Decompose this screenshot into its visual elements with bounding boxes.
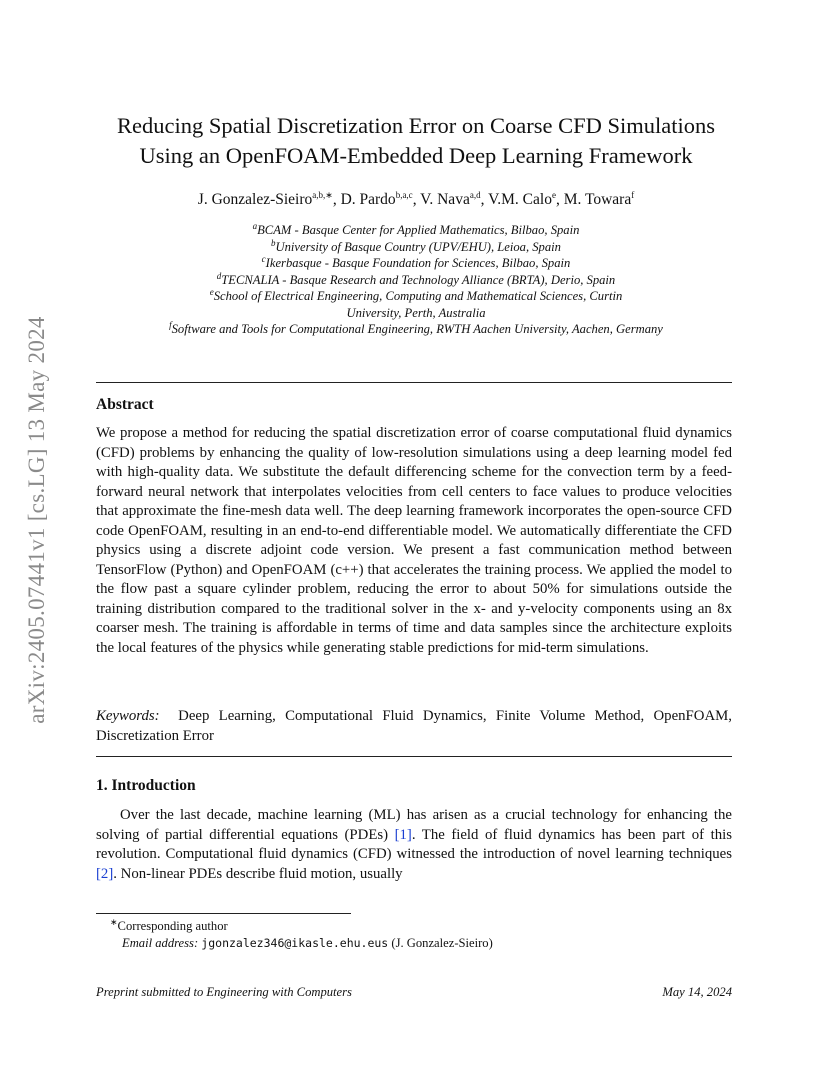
keywords [96, 707, 732, 746]
footnote [110, 918, 493, 952]
keywords-text: Deep Learning, Computational Fluid Dynamics, Finite Volume Method, OpenFOAM, Discretization Error [96, 708, 732, 744]
introduction-body [96, 806, 732, 884]
abstract-text: We propose a method for reducing the spatial discretization error of coarse computational fluid dynamics (CFD) problems by enhancing the quality of low-resolution simulations using a deep learning model fed with high-quality data. We substitute the default differencing scheme for the convection term by a feed-forward neural network that interpolates velocities from cell centers to face values to produce velocities that approximate the fine-mesh data well. The deep learning framework incorporates the open-source CFD code OpenFOAM, resulting in an end-to-end differentiable model. We automatically differentiate the CFD physics using a discrete adjoint code version. We present a fast communication method between TensorFlow (Python) and OpenFOAM (c++) that accelerates the training process. We applied the model to the flow past a square cylinder problem, reducing the error to about 50% for simulations outside the training distribution compared to the traditional solver in the x- and y-velocity components using an 8x coarser mesh. The training is affordable in terms of time and data samples since the architecture exploits the local features of the physics while generating stable predictions for mid-term simulations. [96, 425, 732, 656]
email-owner: (J. Gonzalez-Sieiro) [388, 936, 493, 950]
affiliation-text: Software and Tools for Computational Engineering, RWTH Aachen University, Aachen, Germany [171, 322, 663, 336]
author-separator: , [555, 191, 564, 208]
author-affil-mark: e [551, 189, 556, 200]
author-separator: , [480, 191, 489, 208]
author-list [96, 190, 736, 210]
footnote-mark: ∗ [110, 916, 118, 927]
author-name: M. Towara [563, 191, 632, 208]
affiliation-mark: c [261, 253, 266, 264]
affiliation-text: TECNALIA - Basque Research and Technology Alliance (BRTA), Derio, Spain [221, 272, 616, 287]
footnote-text: Corresponding author [117, 919, 228, 933]
footer-date: May 14, 2024 [662, 985, 732, 999]
intro-text: . The field of fluid dynamics has been part of this revolution. Computational fluid dynamics (CFD) witnessed the introduction of novel learning techniques [96, 826, 732, 862]
affiliation-mark: f [169, 319, 172, 330]
paper-title-line-1: Reducing Spatial Discretization Error on Coarse CFD Simulations [116, 113, 716, 138]
affiliation-text: Ikerbasque - Basque Foundation for Sciences, Bilbao, Spain [265, 256, 571, 270]
footer-journal: Preprint submitted to Engineering with Computers [96, 985, 352, 999]
affiliation [96, 272, 736, 289]
affiliation [96, 255, 736, 272]
arxiv-sidebar [22, 280, 52, 760]
author-name: V. Nava [420, 191, 470, 208]
affiliation-list [96, 222, 736, 338]
author-affil-mark: a,d [469, 189, 481, 200]
citation-link[interactable]: [1] [394, 826, 412, 843]
intro-text: Over the last decade, machine learning (ML) has arisen as a crucial technology for enhancing the solving of partial differential equations (PDEs) [96, 807, 732, 843]
author-name: D. Pardo [340, 191, 396, 208]
top-divider [96, 382, 732, 383]
affiliation-text: School of Electrical Engineering, Computing and Mathematical Sciences, Curtin [213, 289, 623, 303]
intro-text: . Non-linear PDEs describe fluid motion, usually [113, 865, 403, 882]
abstract-heading: Abstract [96, 396, 154, 413]
bottom-divider [96, 756, 732, 757]
author-affil-mark: b,a,c [395, 189, 413, 200]
affiliation [96, 288, 736, 305]
keywords-label: Keywords: [96, 708, 160, 724]
affiliation [96, 239, 736, 256]
author-name: V.M. Calo [488, 191, 552, 208]
affiliation [96, 321, 736, 338]
author-affil-mark: f [631, 189, 635, 200]
paper-title-line-2: Using an OpenFOAM-Embedded Deep Learning Framework [139, 143, 693, 168]
affiliation-mark: b [271, 237, 276, 248]
citation-link[interactable]: [2] [96, 865, 114, 882]
affiliation [96, 222, 736, 239]
affiliation-mark: d [216, 270, 222, 281]
arxiv-identifier: arXiv:2405.07441v1 [cs.LG] 13 May 2024 [24, 316, 49, 724]
author-separator: , [332, 191, 341, 208]
author-affil-mark: a,b,∗ [312, 189, 333, 200]
affiliation-mark: a [252, 220, 258, 231]
affiliation-text: BCAM - Basque Center for Applied Mathematics, Bilbao, Spain [257, 223, 580, 237]
author-separator: , [412, 191, 421, 208]
affiliation-text: University, Perth, Australia [346, 305, 486, 320]
email-label: Email address: [122, 936, 199, 950]
author-name: J. Gonzalez-Sieiro [197, 191, 313, 208]
introduction-heading: 1. Introduction [96, 777, 196, 794]
affiliation-text: University of Basque Country (UPV/EHU), Leioa, Spain [275, 239, 561, 254]
abstract-body [96, 424, 732, 658]
affiliation [96, 305, 736, 322]
affiliation-mark: e [209, 286, 214, 297]
email-address[interactable]: jgonzalez346@ikasle.ehu.eus [201, 936, 389, 950]
footnote-divider [96, 913, 351, 914]
